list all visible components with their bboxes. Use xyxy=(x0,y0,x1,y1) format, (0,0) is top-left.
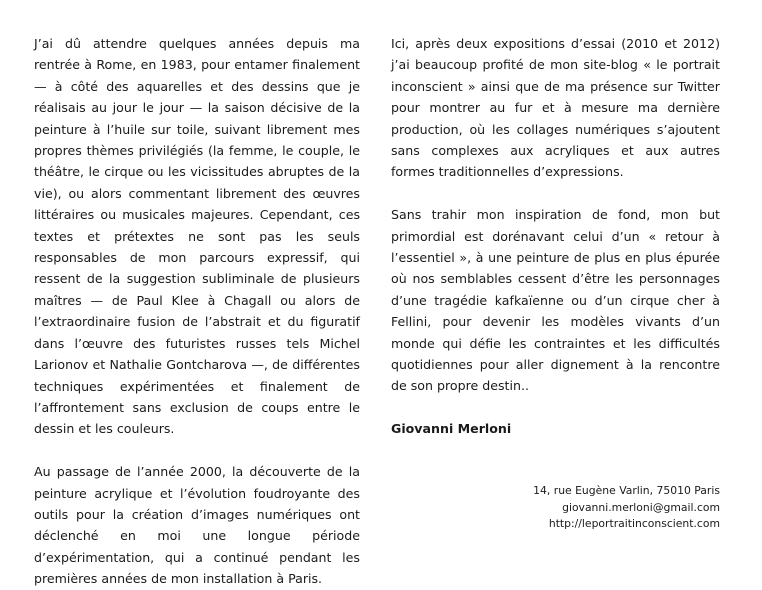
paragraph-year-2000: Au passage de l’année 2000, la découverte de la peinture acrylique et l’évolution foudroyante des outils pour la création d’images numériques ont déclenché en moi une longue période d’expérimentation, qui a continué pendant les premières années de mon installation à Paris. xyxy=(34,464,360,587)
contact-website-link[interactable]: http://leportraitinconscient.com xyxy=(548,517,720,531)
paragraph-rome-1983: J’ai dû attendre quelques années depuis ma rentrée à Rome, en 1983, pour entamer finalement — à côté des aquarelles et des dessins que je réalisais au jour le jour — la saison décisive de la peinture à l’huile sur toile, suivant librement mes propres thèmes privilégiés (la femme, le couple, le théâtre, le cirque ou les vicissitudes abruptes de la vie), ou alors commentant librement des œuvres littéraires ou musicales majeures. Cependant, ces textes et prétextes ne sont pas les seuls responsables de mon parcours expressif, qui ressent de la suggestion subliminale de plusieurs maîtres — de Paul Klee à Chagall ou alors de l’extraordinaire fusion de l’abstrait et du figuratif dans l’œuvre des futuristes russes tels Michel Larionov et Nathalie Gontcharova —, de différentes techniques expérimentées et finalement de l’affrontement sans exclusion de coups entre le dessin et les couleurs. xyxy=(34,36,360,437)
contact-block xyxy=(391,483,720,532)
contact-email-link[interactable]: giovanni.merloni@gmail.com xyxy=(562,500,720,514)
contact-address: 14, rue Eugène Varlin, 75010 Paris xyxy=(533,484,720,498)
right-column xyxy=(391,33,720,533)
paragraph-retour-essentiel: Sans trahir mon inspiration de fond, mon but primordial est dorénavant celui d’un « retour à l’essentiel », à une peinture de plus en plus épurée où nos semblables cessent d’être les personnages d’une tragédie kafkaïenne ou d’un cirque cher à Fellini, pour devenir les modèles vivants d’un monde qui défie les contraintes et les difficultés quotidiennes pour aller dignement à la rencontre de son propre destin.. xyxy=(391,207,720,394)
paragraph-expositions: Ici, après deux expositions d’essai (2010 et 2012) j’ai beaucoup profité de mon site-blog « le portrait inconscient » ainsi que de ma présence sur Twitter pour montrer au fur et à mesure ma dernière production, où les collages numériques s’ajoutent sans complexes aux acryliques et aux autres formes traditionnelles d’expressions. xyxy=(391,36,720,180)
author-signature: Giovanni Merloni xyxy=(391,420,512,436)
left-column xyxy=(34,33,360,590)
